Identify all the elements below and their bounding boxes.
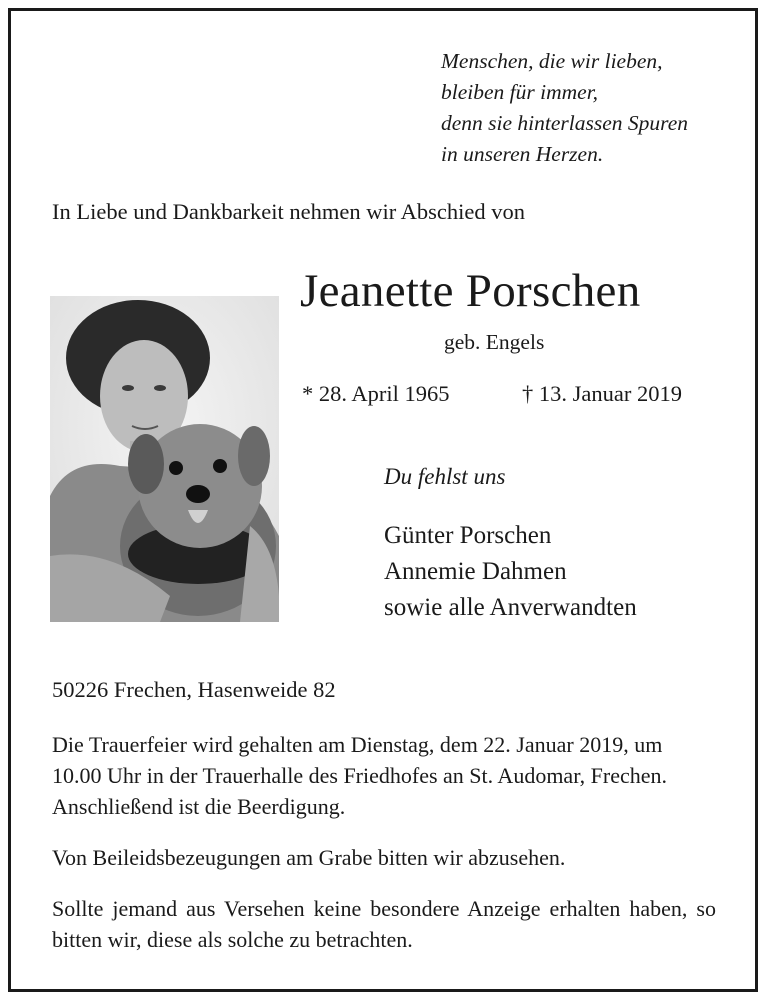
mourners-list xyxy=(384,518,637,626)
portrait-photo xyxy=(50,296,279,622)
mourner-name: Annemie Dahmen xyxy=(384,558,567,585)
notice-text: Sollte jemand aus Versehen keine besondere Anzeige erhalten haben, so bitten wir, diese als solche zu betrachten. xyxy=(52,896,716,952)
poem-line: in unseren Herzen. xyxy=(441,142,604,166)
poem xyxy=(441,46,688,170)
farewell-line: Du fehlst uns xyxy=(384,464,506,489)
poem-line: denn sie hinterlassen Spuren xyxy=(441,111,689,135)
deceased-name: Jeanette Porschen xyxy=(300,265,641,317)
birth-date: * 28. April 1965 xyxy=(302,381,450,406)
poem-line: Menschen, die wir lieben, xyxy=(441,49,663,73)
ceremony-text: Die Trauerfeier wird gehalten am Dienstag, dem 22. Januar 2019, um 10.00 Uhr in der Trauerhalle des Friedhofes an St. Audomar, Frechen. Anschließend ist die Beerdigung. xyxy=(52,732,668,819)
address: 50226 Frechen, Hasenweide 82 xyxy=(52,677,336,702)
condolences-text: Von Beileidsbezeugungen am Grabe bitten wir abzusehen. xyxy=(52,845,566,870)
intro-text: In Liebe und Dankbarkeit nehmen wir Abschied von xyxy=(52,199,525,224)
mourner-name: Günter Porschen xyxy=(384,522,552,549)
death-date: † 13. Januar 2019 xyxy=(522,381,682,406)
maiden-name: geb. Engels xyxy=(444,330,545,354)
poem-line: bleiben für immer, xyxy=(441,80,599,104)
mourner-name: sowie alle Anverwandten xyxy=(384,594,637,621)
